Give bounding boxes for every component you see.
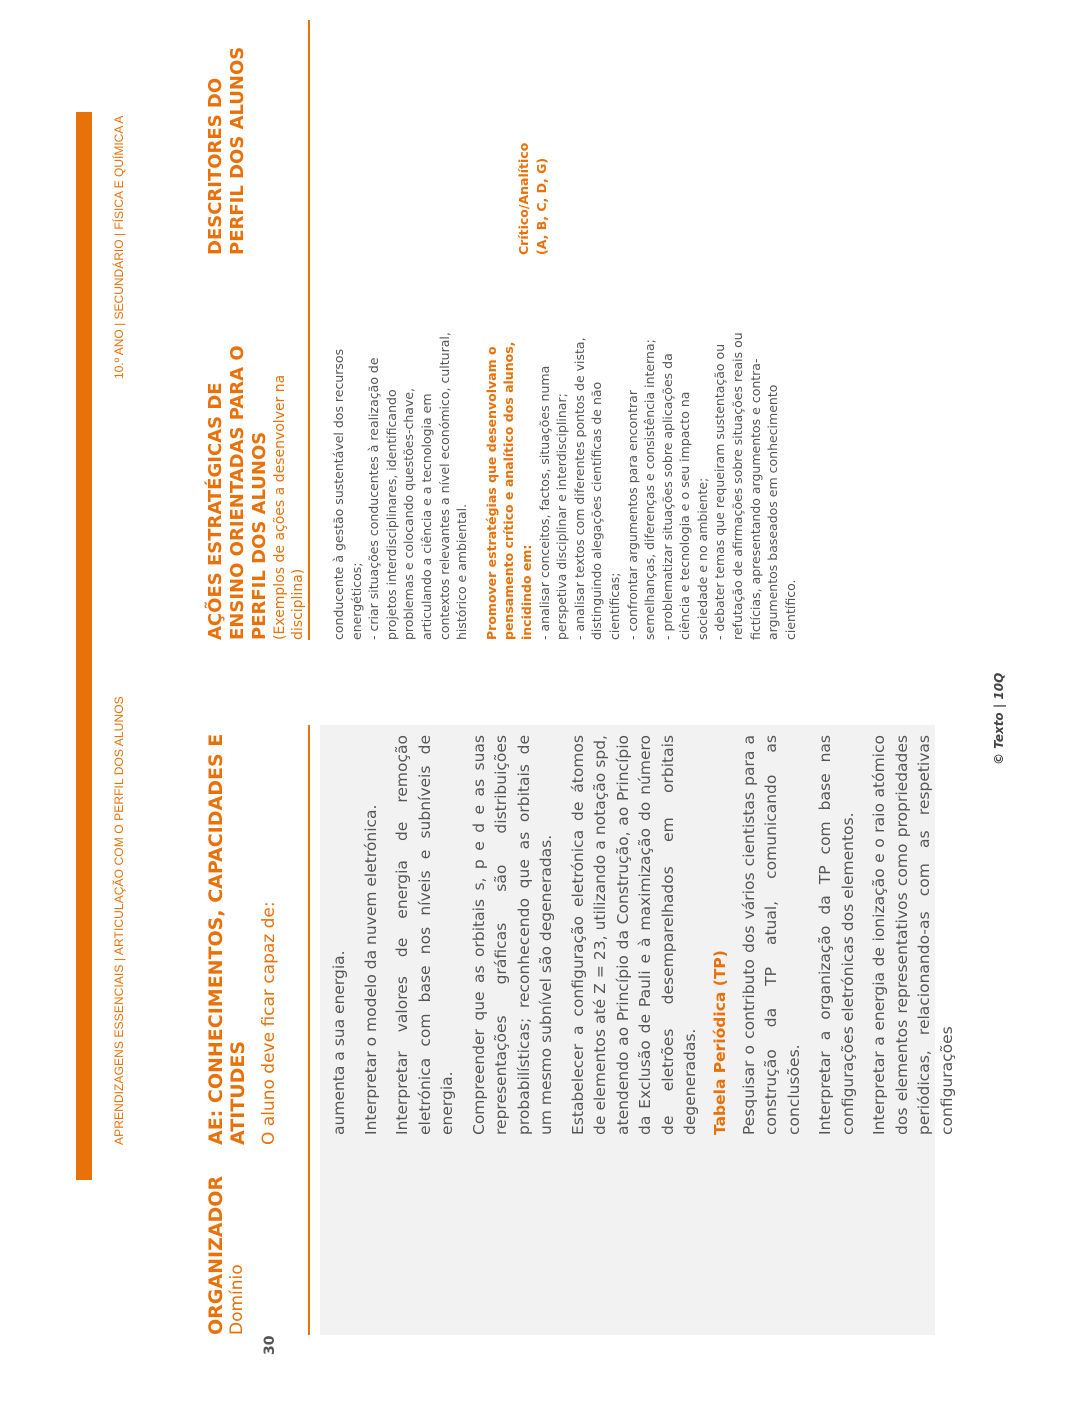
header-right-text: 10.º ANO | SECUNDÁRIO | FÍSICA E QUÍMICA A xyxy=(112,115,126,379)
organizador-title: ORGANIZADOR xyxy=(205,1175,227,1335)
acoes-list-item: - analisar conceitos, factos, situações numa perspetiva disciplinar e interdisciplinar; xyxy=(536,365,570,640)
acoes-subtitle: (Exemplos de ações a desenvolver na disciplina) xyxy=(272,374,306,640)
acoes-header xyxy=(205,340,307,640)
organizador-header xyxy=(205,1155,247,1335)
header-left-text: APRENDIZAGENS ESSENCIAIS | ARTICULAÇÃO COM O PERFIL DOS ALUNOS xyxy=(112,696,126,1145)
ae-item: Interpretar o modelo da nuvem eletrónica. xyxy=(361,804,380,1135)
acoes-list-item: - analisar textos com diferentes pontos de vista, distinguindo alegações científicas de não científicas; xyxy=(571,337,622,640)
descritores-content xyxy=(515,25,550,255)
ae-header xyxy=(205,725,279,1145)
ae-item: Estabelecer a configuração eletrónica de átomos de elementos até Z = 23, utilizando a notação spd, atendendo ao Princípio da Construção, ao Princípio da Exclusão de Pauli e à maximização do número de eletrões desemparelhados em orbitais degeneradas. xyxy=(568,735,699,1135)
page-number: 30 xyxy=(262,1335,278,1355)
descritores-header xyxy=(205,25,249,255)
acoes-title: AÇÕES ESTRATÉGICAS DE ENSINO ORIENTADAS PARA O PERFIL DOS ALUNOS xyxy=(205,345,270,640)
descritor-text: Crítico/Analítico (A, B, C, D, G) xyxy=(516,142,549,255)
acoes-list-item: - problematizar situações sobre aplicações da ciência e tecnologia e o seu impacto na sociedade e no ambiente; xyxy=(659,353,710,640)
ae-subtitle: O aluno deve ficar capaz de: xyxy=(259,901,279,1145)
ae-item: Pesquisar o contributo dos vários cientistas para a construção da TP atual, comunicando as conclusões. xyxy=(739,735,803,1135)
ae-title: AE: CONHECIMENTOS, CAPACIDADES E ATITUDES xyxy=(205,733,249,1145)
ae-content xyxy=(328,735,967,1135)
acoes-list-item: - confrontar argumentos para encontrar semelhanças, diferenças e consistência interna; xyxy=(624,339,658,640)
ae-section-title: Tabela Periódica (TP) xyxy=(710,950,729,1135)
ae-item: Interpretar a energia de ionização e o raio atómico dos elementos representativos como propriedades periódicas, relacionando-as com as respetivas configurações xyxy=(870,735,956,1135)
acoes-content xyxy=(330,330,799,640)
ae-header-rule xyxy=(308,725,310,1335)
ae-item: Interpretar a organização da TP com base nas configurações eletrónicas dos elementos. xyxy=(816,735,857,1135)
ae-item: aumenta a sua energia. xyxy=(330,950,348,1135)
descritores-title: DESCRITORES DO PERFIL DOS ALUNOS xyxy=(205,46,248,255)
acoes-heading: Promover estratégias que desenvolvam o pensamento crítico e analítico dos alunos, incidindo em: xyxy=(483,341,534,640)
organizador-subtitle: Domínio xyxy=(227,1264,247,1335)
acoes-list-item: - debater temas que requeiram sustentação ou refutação de afirmações sobre situações reais ou fictícias, apresentando argumentos e contra-argumentos baseados em conhecimento científico. xyxy=(712,332,798,640)
ae-item: Compreender que as orbitais s, p e d e as suas representações gráficas são distribuições probabilísticas; reconhecendo que as orbitais de um mesmo subnível são degeneradas. xyxy=(469,735,555,1135)
header-bar xyxy=(76,112,92,1180)
ae-item: Interpretar valores de energia de remoção eletrónica com base nos níveis e subníveis de energia. xyxy=(393,735,456,1135)
footer-copyright: © Texto | 10Q xyxy=(992,672,1006,765)
acoes-intro: conducente à gestão sustentável dos recursos energéticos; - criar situações conducentes à realização de projetos interdisciplinares, identificando problemas e colocando questões-chave, articulando a ciência e a tecnologia em contextos relevantes a nível económico, cultural, histórico e ambiental. xyxy=(331,332,470,640)
acoes-header-rule xyxy=(308,20,310,640)
